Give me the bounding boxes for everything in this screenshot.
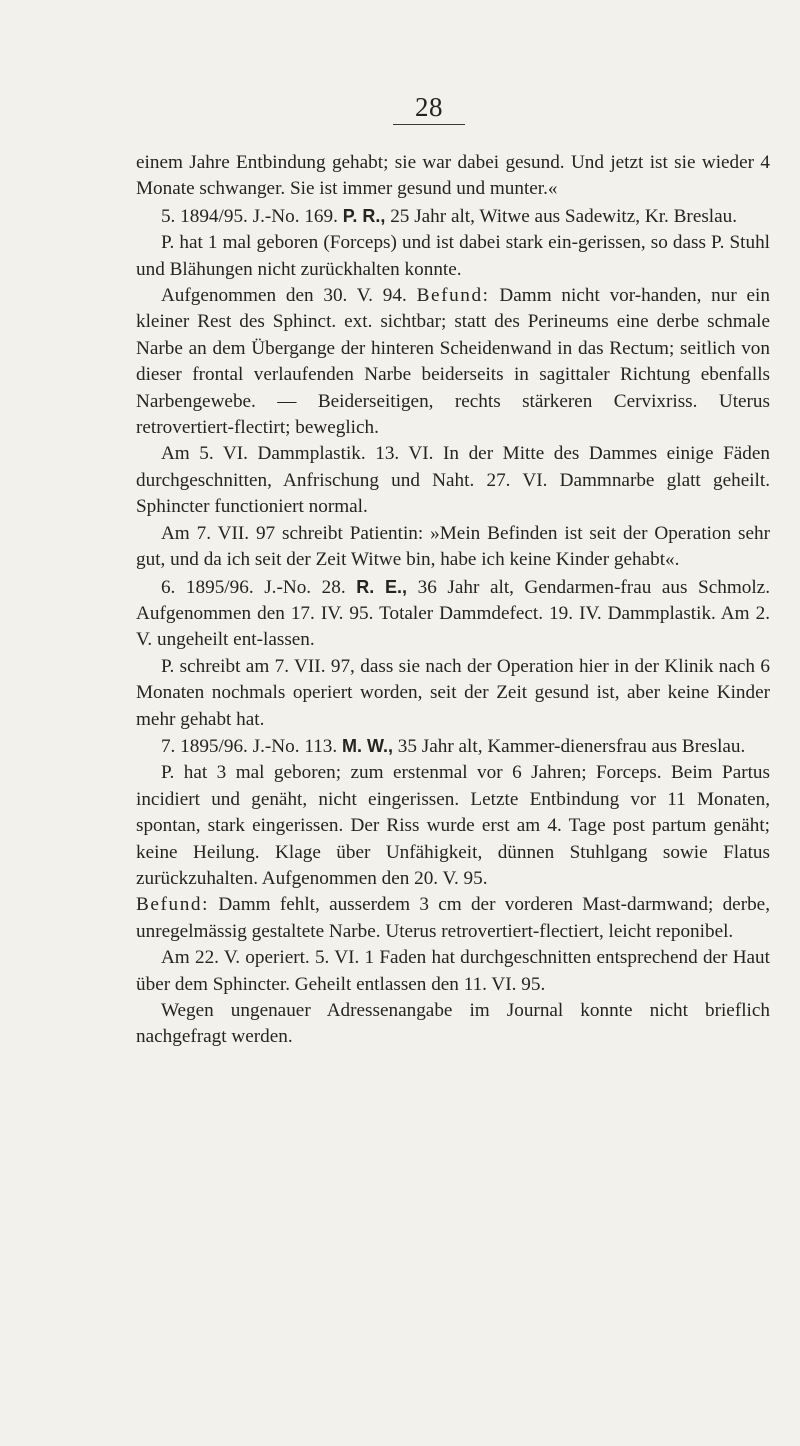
paragraph: Am 7. VII. 97 schreibt Patientin: »Mein Befinden ist seit der Operation sehr gut, und da ich seit der Zeit Witwe bin, habe ich keine Kinder gehabt«. bbox=[136, 522, 770, 571]
befund-label: Befund: bbox=[416, 285, 490, 307]
case-entry-7 bbox=[136, 733, 770, 760]
paragraph bbox=[136, 283, 770, 441]
case-text: 25 Jahr alt, Witwe aus Sadewitz, Kr. Breslau. bbox=[385, 205, 738, 227]
patient-initials: R. E., bbox=[356, 576, 408, 597]
paragraph: P. schreibt am 7. VII. 97, dass sie nach der Operation hier in der Klinik nach 6 Monaten nochmals operiert worden, seit der Zeit gesund ist, aber keine Kinder mehr gehabt hat. bbox=[136, 655, 770, 730]
paragraph: Wegen ungenauer Adressenangabe im Journal konnte nicht brieflich nachgefragt werden. bbox=[136, 1000, 770, 1048]
paragraph: einem Jahre Entbindung gehabt; sie war dabei gesund. Und jetzt ist sie wieder 4 Monate schwanger. Sie ist immer gesund und munter.« bbox=[136, 152, 770, 200]
case-text: 36 Jahr alt, Gendarmen-frau aus Schmolz. Aufgenommen den 17. IV. 95. Totaler Dammdefect. 19. IV. Dammplastik. Am 2. V. ungeheilt ent-lassen. bbox=[136, 576, 770, 651]
page-body bbox=[136, 150, 770, 1051]
page-number: 28 bbox=[0, 92, 800, 125]
paragraph: Am 22. V. operiert. 5. VI. 1 Faden hat durchgeschnitten entsprechend der Haut über dem Sphincter. Geheilt entlassen den 11. VI. 95. bbox=[136, 947, 770, 995]
case-heading: 6. 1895/96. J.-No. 28. bbox=[160, 576, 346, 598]
paragraph-text: Damm fehlt, ausserdem 3 cm der vorderen Mast-darmwand; derbe, unregelmässig gestaltete Narbe. Uterus retrovertiert-flectiert, leicht reponibel. bbox=[136, 894, 770, 942]
paragraph: P. hat 3 mal geboren; zum erstenmal vor 6 Jahren; Forceps. Beim Partus incidiert und genäht, nicht eingerissen. Letzte Entbindung vor 11 Monaten, spontan, stark eingerissen. Der Riss wurde erst am 4. Tage post partum genäht; keine Heilung. Klage über Unfähigkeit, dünnen Stuhlgang sowie Flatus zurückzuhalten. Aufgenommen den 20. V. 95. bbox=[136, 762, 770, 889]
patient-initials: P. R., bbox=[342, 205, 386, 226]
case-heading: 7. 1895/96. J.-No. 113. bbox=[160, 735, 338, 757]
case-text: 35 Jahr alt, Kammer-dienersfrau aus Breslau. bbox=[393, 735, 746, 757]
paragraph-text: Damm nicht vor-handen, nur ein kleiner Rest des Sphinct. ext. sichtbar; statt des Perineums eine derbe schmale Narbe an dem Übergange der hinteren Scheidenwand in das Rectum; seitlich von dieser frontal verlaufenden Narbe beiderseits in sagittaler Richtung ebenfalls Narbengewebe. — Beiderseitigen, rechts stärkeren Cervixriss. Uterus retrovertiert-flectirt; beweglich. bbox=[136, 285, 770, 439]
case-entry-6 bbox=[136, 574, 770, 654]
paragraph bbox=[136, 892, 770, 945]
paragraph: Am 5. VI. Dammplastik. 13. VI. In der Mitte des Dammes einige Fäden durchgeschnitten, Anfrischung und Naht. 27. VI. Dammnarbe glatt geheilt. Sphincter functioniert normal. bbox=[136, 443, 770, 518]
befund-label: Befund: bbox=[136, 894, 210, 916]
paragraph: P. hat 1 mal geboren (Forceps) und ist dabei stark ein-gerissen, so dass P. Stuhl und Blähungen nicht zurückhalten konnte. bbox=[136, 232, 770, 280]
case-entry-5 bbox=[136, 203, 770, 230]
patient-initials: M. W., bbox=[342, 735, 393, 756]
paragraph-text: Aufgenommen den 30. V. 94. bbox=[160, 285, 417, 307]
case-heading: 5. 1894/95. J.-No. 169. bbox=[160, 205, 338, 227]
